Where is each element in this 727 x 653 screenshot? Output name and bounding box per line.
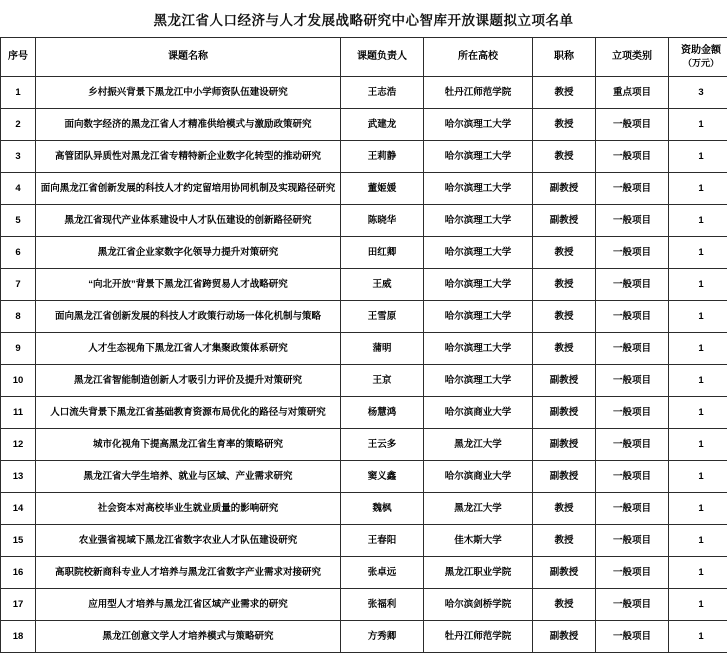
column-header-type: 立项类别 [596, 38, 669, 77]
table-body [1, 77, 727, 653]
cell-leader: 张福利 [341, 589, 424, 621]
cell-leader: 王莉静 [341, 141, 424, 173]
column-header-leader: 课题负责人 [341, 38, 424, 77]
cell-rank: 教授 [533, 237, 596, 269]
cell-school: 哈尔滨理工大学 [424, 141, 533, 173]
cell-type: 一般项目 [596, 397, 669, 429]
cell-no: 13 [1, 461, 36, 493]
cell-title: 黑龙江省现代产业体系建设中人才队伍建设的创新路径研究 [36, 205, 341, 237]
page-title: 黑龙江省人口经济与人才发展战略研究中心智库开放课题拟立项名单 [0, 0, 727, 37]
cell-leader: 张卓远 [341, 557, 424, 589]
table-row [1, 525, 727, 557]
column-header-amount-line1: 资助金额 [681, 45, 721, 56]
cell-school: 哈尔滨剑桥学院 [424, 589, 533, 621]
cell-amount: 1 [669, 205, 727, 237]
cell-leader: 王雪原 [341, 301, 424, 333]
cell-rank: 副教授 [533, 557, 596, 589]
cell-school: 哈尔滨理工大学 [424, 269, 533, 301]
cell-school: 哈尔滨理工大学 [424, 173, 533, 205]
cell-no: 5 [1, 205, 36, 237]
cell-title: 乡村振兴背景下黑龙江中小学师资队伍建设研究 [36, 77, 341, 109]
table-row [1, 461, 727, 493]
table-row [1, 173, 727, 205]
cell-title: 黑龙江省大学生培养、就业与区域、产业需求研究 [36, 461, 341, 493]
table-row [1, 237, 727, 269]
cell-leader: 蒲明 [341, 333, 424, 365]
cell-title: 农业强省视域下黑龙江省数字农业人才队伍建设研究 [36, 525, 341, 557]
cell-rank: 副教授 [533, 205, 596, 237]
cell-title: 面向黑龙江省创新发展的科技人才政策行动场一体化机制与策略 [36, 301, 341, 333]
cell-type: 一般项目 [596, 301, 669, 333]
table-header [1, 38, 727, 77]
cell-type: 一般项目 [596, 493, 669, 525]
cell-type: 一般项目 [596, 205, 669, 237]
cell-title: “向北开放”背景下黑龙江省跨贸易人才战略研究 [36, 269, 341, 301]
cell-leader: 陈晓华 [341, 205, 424, 237]
cell-title: 高管团队异质性对黑龙江省专精特新企业数字化转型的推动研究 [36, 141, 341, 173]
cell-no: 14 [1, 493, 36, 525]
cell-rank: 教授 [533, 333, 596, 365]
cell-no: 18 [1, 621, 36, 653]
cell-amount: 1 [669, 525, 727, 557]
cell-title: 应用型人才培养与黑龙江省区域产业需求的研究 [36, 589, 341, 621]
cell-title: 面向数字经济的黑龙江省人才精准供给模式与激励政策研究 [36, 109, 341, 141]
cell-leader: 王京 [341, 365, 424, 397]
cell-school: 黑龙江职业学院 [424, 557, 533, 589]
cell-rank: 副教授 [533, 461, 596, 493]
cell-no: 6 [1, 237, 36, 269]
cell-amount: 1 [669, 621, 727, 653]
cell-rank: 副教授 [533, 397, 596, 429]
cell-rank: 教授 [533, 525, 596, 557]
cell-school: 黑龙江大学 [424, 429, 533, 461]
table-row [1, 77, 727, 109]
cell-leader: 王云多 [341, 429, 424, 461]
table-row [1, 557, 727, 589]
cell-type: 一般项目 [596, 141, 669, 173]
cell-type: 一般项目 [596, 237, 669, 269]
cell-rank: 副教授 [533, 429, 596, 461]
cell-amount: 1 [669, 557, 727, 589]
cell-title: 黑龙江省企业家数字化领导力提升对策研究 [36, 237, 341, 269]
cell-school: 牡丹江师范学院 [424, 621, 533, 653]
cell-amount: 3 [669, 77, 727, 109]
cell-type: 一般项目 [596, 109, 669, 141]
cell-leader: 田红卿 [341, 237, 424, 269]
cell-school: 哈尔滨商业大学 [424, 397, 533, 429]
table-row [1, 109, 727, 141]
table-row [1, 397, 727, 429]
cell-no: 2 [1, 109, 36, 141]
table-row [1, 589, 727, 621]
cell-no: 4 [1, 173, 36, 205]
cell-type: 一般项目 [596, 173, 669, 205]
cell-type: 一般项目 [596, 589, 669, 621]
table-row [1, 365, 727, 397]
table-row [1, 493, 727, 525]
cell-no: 9 [1, 333, 36, 365]
cell-title: 人口流失背景下黑龙江省基础教育资源布局优化的路径与对策研究 [36, 397, 341, 429]
cell-amount: 1 [669, 237, 727, 269]
cell-amount: 1 [669, 301, 727, 333]
cell-type: 一般项目 [596, 429, 669, 461]
cell-amount: 1 [669, 397, 727, 429]
table-header-row [1, 38, 727, 77]
cell-type: 一般项目 [596, 621, 669, 653]
cell-amount: 1 [669, 269, 727, 301]
cell-type: 一般项目 [596, 333, 669, 365]
project-list-table [0, 37, 727, 653]
cell-school: 黑龙江大学 [424, 493, 533, 525]
cell-no: 17 [1, 589, 36, 621]
cell-no: 15 [1, 525, 36, 557]
cell-no: 7 [1, 269, 36, 301]
cell-type: 一般项目 [596, 525, 669, 557]
cell-amount: 1 [669, 493, 727, 525]
cell-amount: 1 [669, 365, 727, 397]
cell-school: 哈尔滨理工大学 [424, 237, 533, 269]
table-row [1, 429, 727, 461]
cell-title: 面向黑龙江省创新发展的科技人才约定留培用协同机制及实现路径研究 [36, 173, 341, 205]
cell-type: 一般项目 [596, 269, 669, 301]
cell-no: 3 [1, 141, 36, 173]
cell-school: 哈尔滨理工大学 [424, 109, 533, 141]
cell-school: 佳木斯大学 [424, 525, 533, 557]
cell-no: 8 [1, 301, 36, 333]
cell-amount: 1 [669, 173, 727, 205]
cell-rank: 教授 [533, 77, 596, 109]
cell-no: 10 [1, 365, 36, 397]
cell-type: 一般项目 [596, 461, 669, 493]
cell-rank: 副教授 [533, 365, 596, 397]
cell-rank: 副教授 [533, 173, 596, 205]
cell-amount: 1 [669, 589, 727, 621]
table-row [1, 269, 727, 301]
table-row [1, 301, 727, 333]
column-header-rank: 职称 [533, 38, 596, 77]
column-header-amount-line2: （万元） [671, 58, 727, 69]
cell-amount: 1 [669, 109, 727, 141]
cell-leader: 杨慧鸿 [341, 397, 424, 429]
cell-leader: 武建龙 [341, 109, 424, 141]
cell-rank: 教授 [533, 301, 596, 333]
cell-no: 12 [1, 429, 36, 461]
cell-leader: 王志浩 [341, 77, 424, 109]
cell-rank: 副教授 [533, 621, 596, 653]
cell-type: 一般项目 [596, 557, 669, 589]
cell-no: 16 [1, 557, 36, 589]
cell-school: 哈尔滨理工大学 [424, 365, 533, 397]
cell-title: 黑龙江省智能制造创新人才吸引力评价及提升对策研究 [36, 365, 341, 397]
cell-title: 高职院校新商科专业人才培养与黑龙江省数字产业需求对接研究 [36, 557, 341, 589]
cell-type: 一般项目 [596, 365, 669, 397]
column-header-amount [669, 38, 727, 77]
cell-amount: 1 [669, 141, 727, 173]
cell-rank: 教授 [533, 109, 596, 141]
table-row [1, 141, 727, 173]
cell-leader: 窦义鑫 [341, 461, 424, 493]
cell-leader: 王春阳 [341, 525, 424, 557]
cell-amount: 1 [669, 333, 727, 365]
cell-type: 重点项目 [596, 77, 669, 109]
cell-leader: 魏枫 [341, 493, 424, 525]
column-header-title: 课题名称 [36, 38, 341, 77]
cell-amount: 1 [669, 429, 727, 461]
table-row [1, 333, 727, 365]
column-header-no: 序号 [1, 38, 36, 77]
cell-school: 哈尔滨理工大学 [424, 205, 533, 237]
cell-no: 1 [1, 77, 36, 109]
cell-school: 哈尔滨商业大学 [424, 461, 533, 493]
cell-school: 哈尔滨理工大学 [424, 301, 533, 333]
cell-leader: 董姬媛 [341, 173, 424, 205]
table-row [1, 205, 727, 237]
cell-school: 哈尔滨理工大学 [424, 333, 533, 365]
cell-title: 人才生态视角下黑龙江省人才集聚政策体系研究 [36, 333, 341, 365]
cell-title: 社会资本对高校毕业生就业质量的影响研究 [36, 493, 341, 525]
cell-no: 11 [1, 397, 36, 429]
table-row [1, 621, 727, 653]
cell-leader: 方秀卿 [341, 621, 424, 653]
cell-rank: 教授 [533, 141, 596, 173]
cell-amount: 1 [669, 461, 727, 493]
cell-school: 牡丹江师范学院 [424, 77, 533, 109]
cell-rank: 教授 [533, 269, 596, 301]
cell-title: 城市化视角下提高黑龙江省生育率的策略研究 [36, 429, 341, 461]
cell-title: 黑龙江创意文学人才培养模式与策略研究 [36, 621, 341, 653]
cell-rank: 教授 [533, 493, 596, 525]
column-header-school: 所在高校 [424, 38, 533, 77]
cell-rank: 教授 [533, 589, 596, 621]
cell-leader: 王威 [341, 269, 424, 301]
